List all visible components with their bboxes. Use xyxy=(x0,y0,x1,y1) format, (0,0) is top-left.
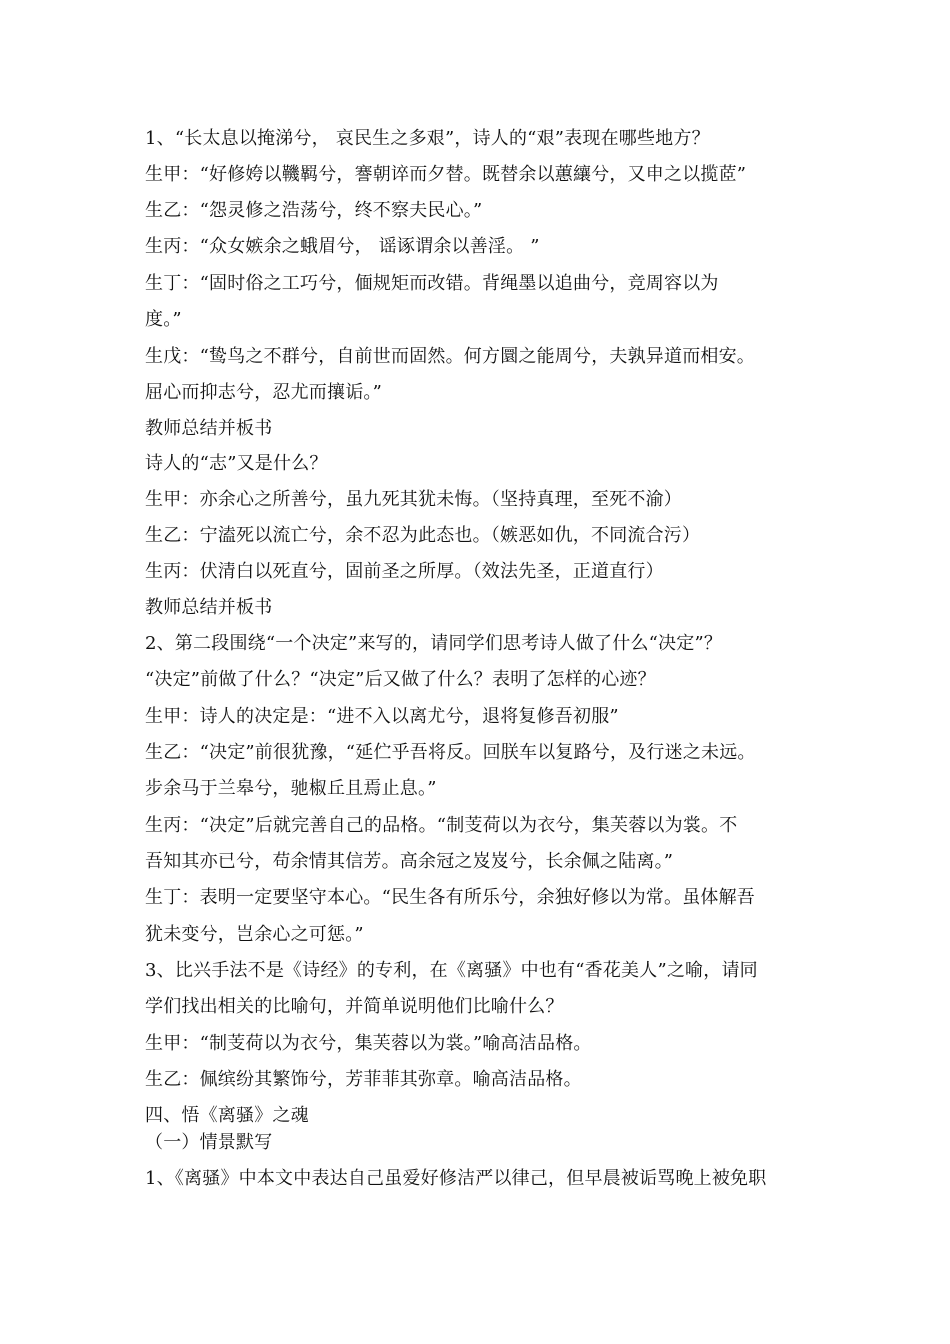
student-wu-line: 生戊：“鸷鸟之不群兮，自前世而固然。何方圜之能周兮，夫孰异道而相安。 xyxy=(145,346,755,367)
zhi-student-jia-line: 生甲：亦余心之所善兮，虽九死其犹未悔。（坚持真理，至死不渝） xyxy=(145,489,682,510)
question-3-line: 3、比兴手法不是《诗经》的专利，在《离骚》中也有“香花美人”之喻，请同 xyxy=(145,960,758,981)
zhi-student-bing-line: 生丙：伏清白以死直兮，固前圣之所厚。（效法先圣，正道直行） xyxy=(145,561,664,582)
metaphor-student-yi-line: 生乙：佩缤纷其繁饰兮，芳菲菲其弥章。喻高洁品格。 xyxy=(145,1069,582,1090)
question-2-line-continued: “决定”前做了什么？“决定”后又做了什么？表明了怎样的心迹？ xyxy=(145,669,656,690)
student-bing-line: 生丙：“众女嫉余之蛾眉兮， 谣诼谓余以善淫。 ” xyxy=(145,236,540,257)
decision-student-yi-line: 生乙：“决定”前很犹豫，“延伫乎吾将反。回朕车以复路兮，及行迷之未远。 xyxy=(145,742,756,763)
decision-student-bing-line-continued: 吾知其亦已兮，苟余情其信芳。高余冠之岌岌兮，长余佩之陆离。” xyxy=(145,851,674,872)
student-ding-line-continued: 度。” xyxy=(145,309,182,330)
metaphor-student-jia-line: 生甲：“制芰荷以为衣兮，集芙蓉以为裳。”喻高洁品格。 xyxy=(145,1033,592,1054)
teacher-summary-line: 教师总结并板书 xyxy=(145,418,273,439)
question-zhi-line: 诗人的“志”又是什么？ xyxy=(145,453,328,474)
decision-student-bing-line: 生丙：“决定”后就完善自己的品格。“制芰荷以为衣兮，集芙蓉以为裳。不 xyxy=(145,815,738,836)
question-3-line-continued: 学们找出相关的比喻句，并简单说明他们比喻什么？ xyxy=(145,996,564,1017)
decision-student-ding-line-continued: 犹未变兮，岂余心之可惩。” xyxy=(145,924,364,945)
student-wu-line-continued: 屈心而抑志兮，忍尤而攘诟。” xyxy=(145,382,383,403)
question-2-line: 2、第二段围绕“一个决定”来写的，请同学们思考诗人做了什么“决定”？ xyxy=(145,633,723,654)
recitation-item-1-line: 1、《离骚》中本文中表达自己虽爱好修洁严以律己，但早晨被诟骂晚上被免职 xyxy=(145,1168,767,1189)
zhi-student-yi-line: 生乙：宁溘死以流亡兮，余不忍为此态也。（嫉恶如仇，不同流合污） xyxy=(145,525,701,546)
decision-student-ding-line: 生丁：表明一定要坚守本心。“民生各有所乐兮，余独好修以为常。虽体解吾 xyxy=(145,887,755,908)
question-1-line: 1、“长太息以掩涕兮， 哀民生之多艰”，诗人的“艰”表现在哪些地方？ xyxy=(145,128,710,149)
section-4-heading: 四、悟《离骚》之魂 xyxy=(145,1105,309,1126)
student-ding-line: 生丁：“固时俗之工巧兮，偭规矩而改错。背绳墨以追曲兮，竞周容以为 xyxy=(145,273,719,294)
student-yi-line: 生乙：“怨灵修之浩荡兮，终不察夫民心。” xyxy=(145,200,483,221)
decision-student-jia-line: 生甲：诗人的决定是：“进不入以离尤兮，退将复修吾初服” xyxy=(145,706,619,727)
teacher-summary-line-2: 教师总结并板书 xyxy=(145,597,273,618)
student-jia-line: 生甲：“好修姱以鞿羁兮，謇朝谇而夕替。既替余以蕙纕兮，又申之以揽茝” xyxy=(145,164,747,185)
subsection-1-heading: （一）情景默写 xyxy=(145,1132,273,1153)
decision-student-yi-line-continued: 步余马于兰皋兮，驰椒丘且焉止息。” xyxy=(145,778,437,799)
